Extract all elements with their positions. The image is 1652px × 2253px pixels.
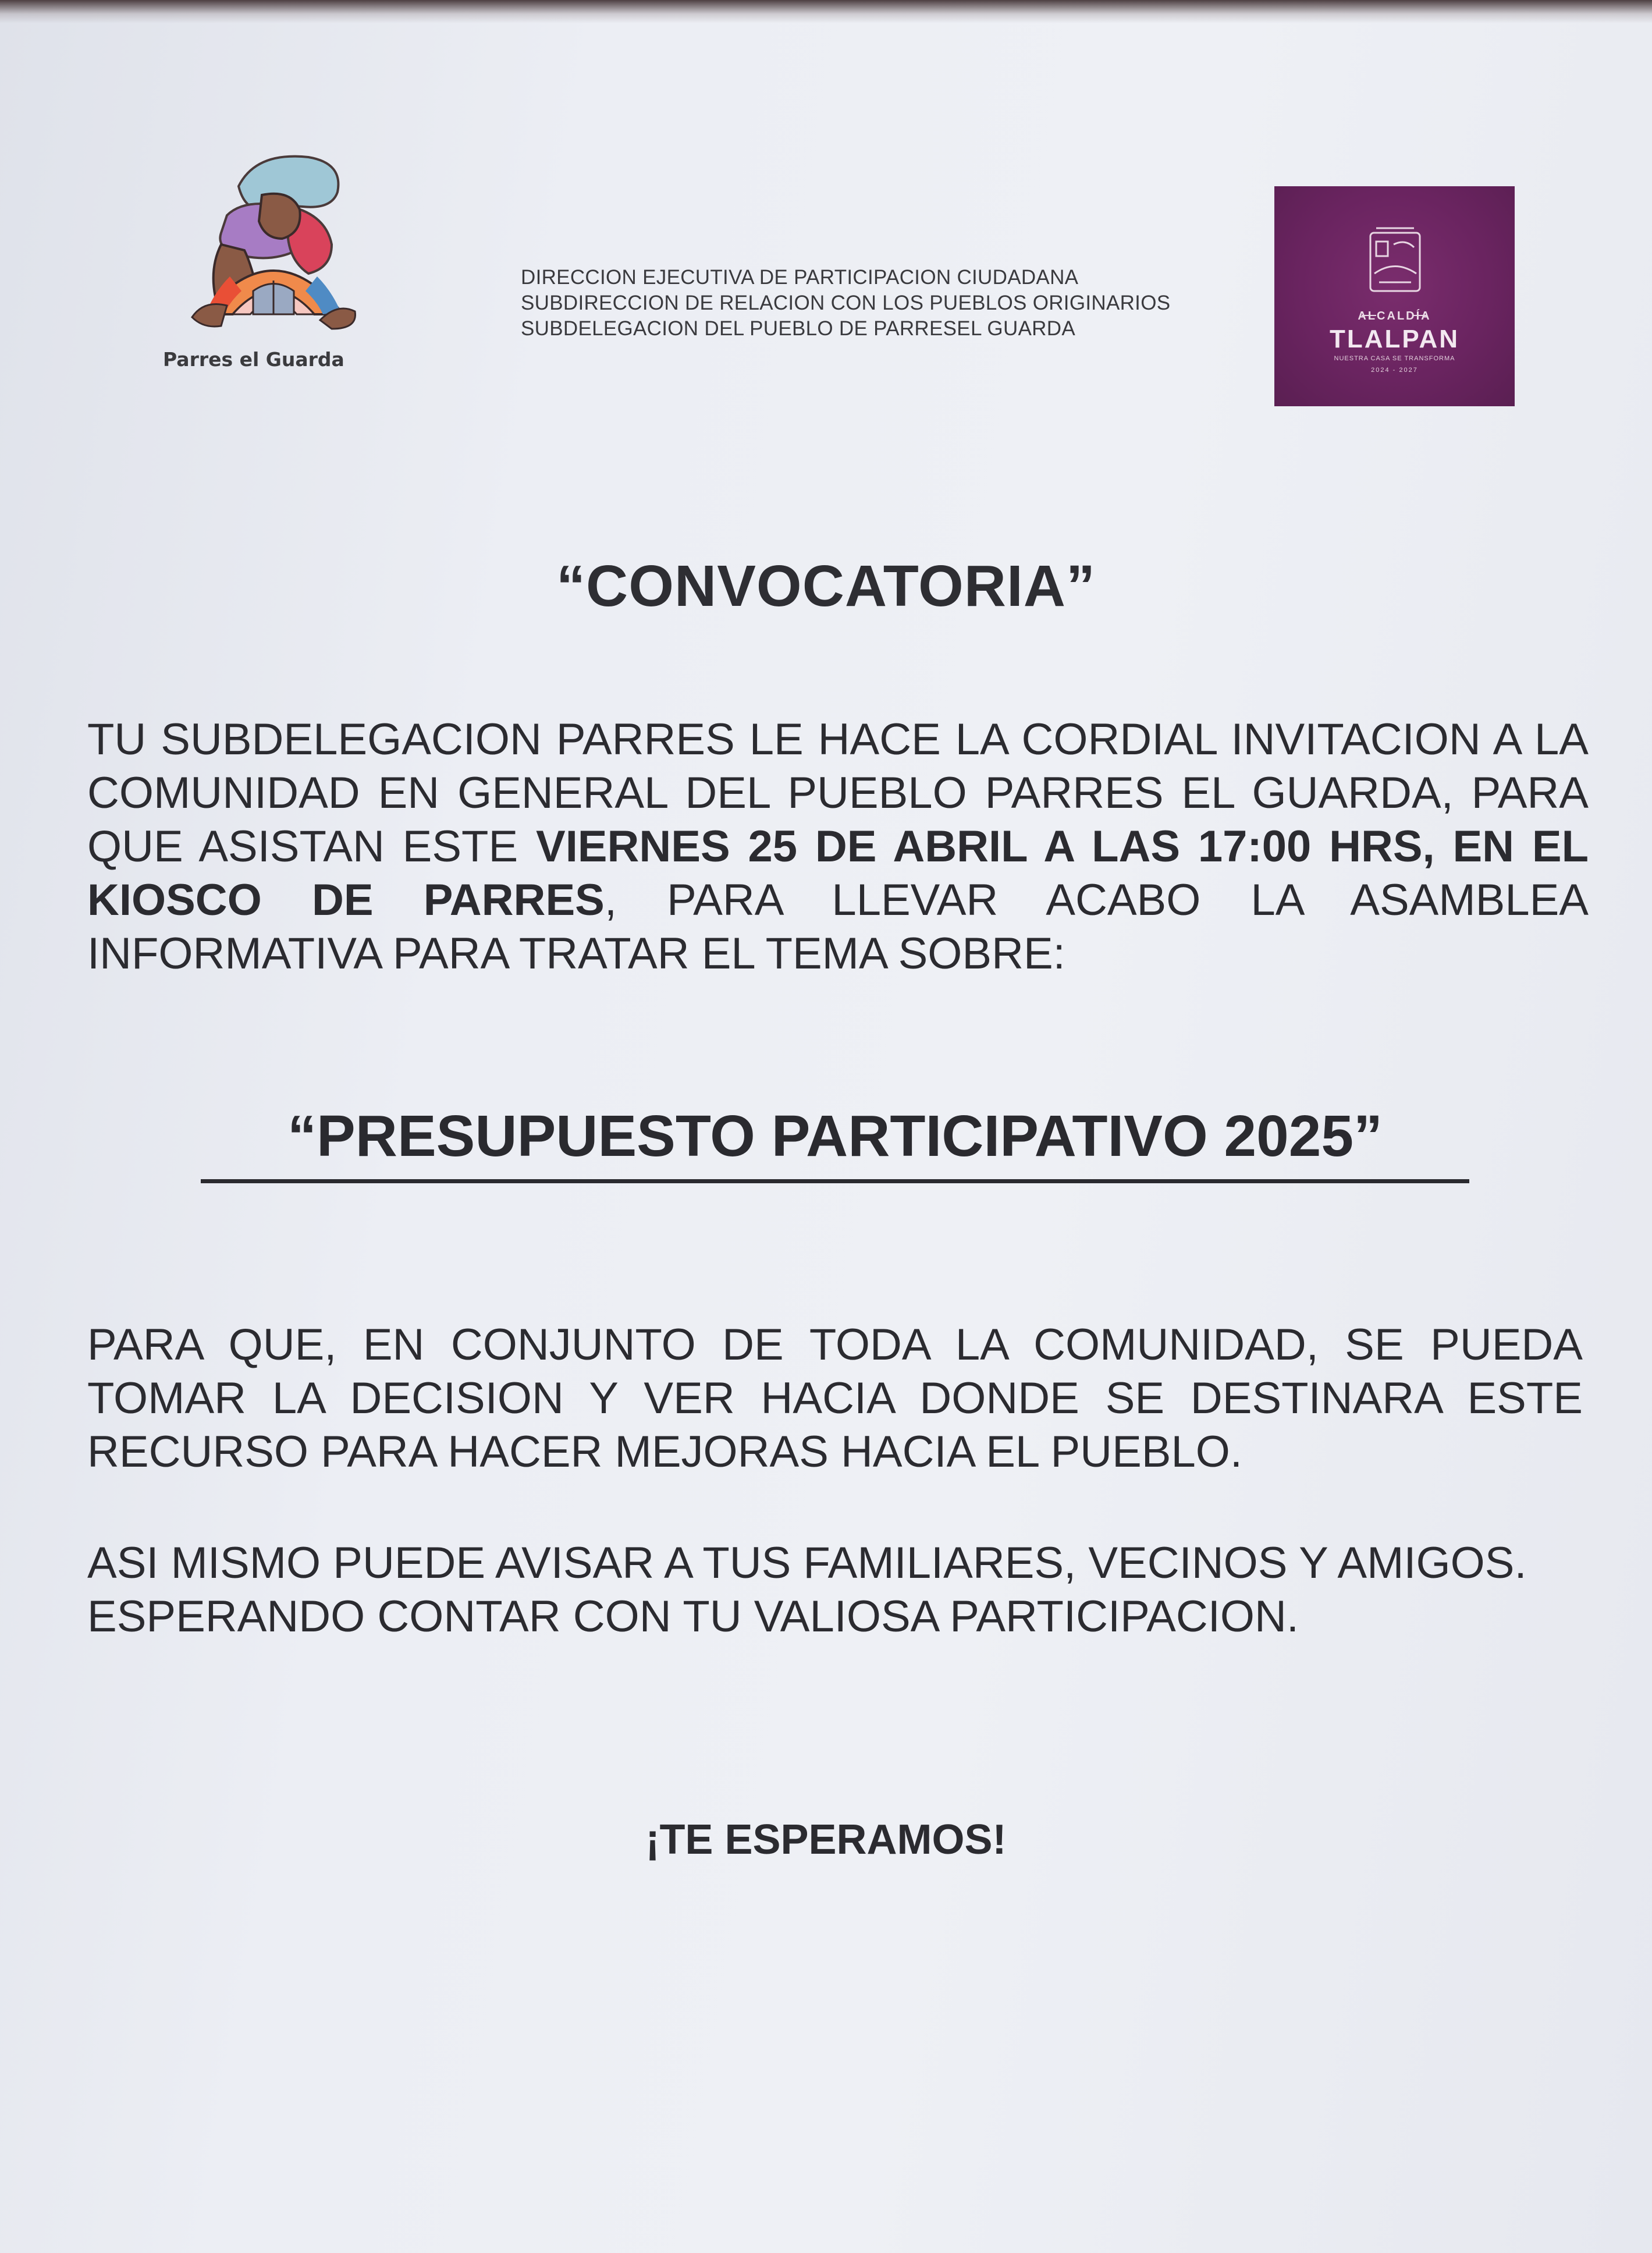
invitation-line-4 xyxy=(87,874,1589,927)
invitation-line-1: TU SUBDELEGACION PARRES LE HACE LA CORDIAL INVITACION A LA xyxy=(87,715,1589,764)
purpose-paragraph xyxy=(87,1318,1583,1479)
purpose-line-3: RECURSO PARA HACER MEJORAS HACIA EL PUEBLO. xyxy=(87,1427,1242,1477)
header-line-2: SUBDIRECCION DE RELACION CON LOS PUEBLOS ORIGINARIOS xyxy=(521,292,1171,314)
purpose-line-2: TOMAR LA DECISION Y VER HACIA DONDE SE DESTINARA ESTE xyxy=(87,1374,1583,1423)
issuer-header xyxy=(521,265,1277,342)
invitation-line-3 xyxy=(87,820,1589,874)
invitation-paragraph xyxy=(87,713,1589,981)
top-edge-shadow xyxy=(0,0,1652,23)
tlalpan-tagline: NUESTRA CASA SE TRANSFORMA xyxy=(1334,355,1455,362)
share-paragraph xyxy=(87,1537,1589,1644)
document-title: “CONVOCATORIA” xyxy=(556,554,1096,619)
invitation-line-5: INFORMATIVA PARA TRATAR EL TEMA SOBRE: xyxy=(87,929,1065,978)
header-line-3: SUBDELEGACION DEL PUEBLO DE PARRESEL GUARDA xyxy=(521,317,1075,340)
event-location: KIOSCO DE PARRES xyxy=(87,875,605,925)
share-line-1: ASI MISMO PUEDE AVISAR A TUS FAMILIARES, VECINOS Y AMIGOS. xyxy=(87,1538,1527,1588)
purpose-line-1: PARA QUE, EN CONJUNTO DE TODA LA COMUNIDAD, SE PUEDA xyxy=(87,1320,1583,1369)
event-date-time: VIERNES 25 DE ABRIL A LAS 17:00 HRS, EN EL xyxy=(536,822,1589,871)
invitation-line-4-plain: , PARA LLEVAR ACABO LA ASAMBLEA xyxy=(604,875,1589,925)
invitation-line-2: COMUNIDAD EN GENERAL DEL PUEBLO PARRES EL GUARDA, PARA xyxy=(87,768,1589,818)
tlalpan-years: 2024 - 2027 xyxy=(1371,367,1418,374)
closing-line: ¡TE ESPERAMOS! xyxy=(645,1816,1007,1863)
tlalpan-name: TLALPAN xyxy=(1329,325,1460,353)
tlalpan-superscript: ALCALDÍA xyxy=(1358,310,1431,322)
meeting-subject: “PRESUPUESTO PARTICIPATIVO 2025” xyxy=(201,1103,1469,1183)
share-line-2: ESPERANDO CONTAR CON TU VALIOSA PARTICIPACION. xyxy=(87,1592,1299,1641)
invitation-line-3-plain: QUE ASISTAN ESTE xyxy=(87,822,536,871)
tlalpan-logo xyxy=(1274,186,1515,406)
header-line-1: DIRECCION EJECUTIVA DE PARTICIPACION CIUDADANA xyxy=(521,266,1079,289)
left-logo-caption: Parres el Guarda xyxy=(163,348,344,371)
